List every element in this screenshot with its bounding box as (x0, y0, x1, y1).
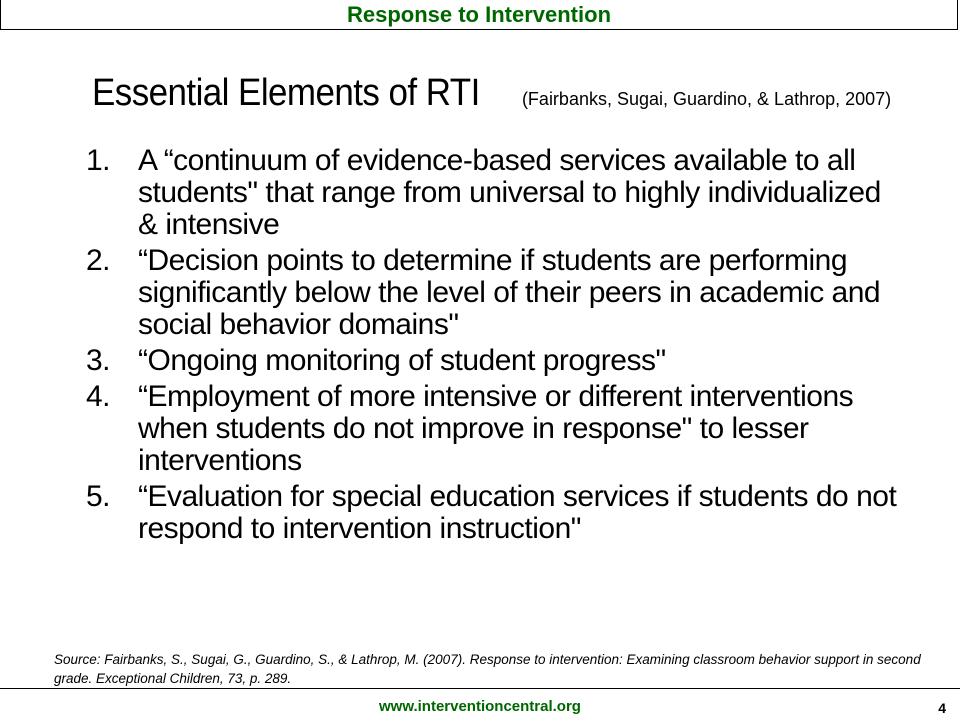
source-note: Source: Fairbanks, S., Sugai, G., Guardino, S., & Lathrop, M. (2007). Response to intervention: Examining classroom behavior support in second grade. Exceptional Children, 73, p. 289. (54, 652, 921, 686)
list-item-number: 3. (86, 344, 111, 377)
list-item-number: 1. (86, 144, 111, 177)
header-bar (0, 0, 958, 30)
list-item-text: A “continuum of evidence-based services available to all students" that range from universal to highly individualized & intensive (138, 144, 881, 241)
list-item (86, 381, 906, 477)
list-item-text: “Decision points to determine if students are performing significantly below the level of their peers in academic and social behavior domains" (138, 244, 881, 341)
list-item-number: 4. (86, 380, 111, 413)
list-item (86, 245, 906, 341)
footer-divider (0, 688, 960, 689)
list-item-text: “Evaluation for special education services if students do not respond to intervention instruction" (138, 480, 897, 545)
header-title: Response to Intervention (346, 2, 612, 27)
slide-title (92, 72, 952, 115)
list-item (86, 145, 906, 241)
list-item-text: “Employment of more intensive or different interventions when students do not improve in response" to lesser interventions (138, 380, 854, 477)
elements-list (86, 145, 906, 549)
title-main: Essential Elements of RTI (92, 72, 480, 114)
list-item-number: 2. (86, 244, 111, 277)
list-item-number: 5. (86, 480, 111, 513)
footer-url[interactable]: www.interventioncentral.org (379, 698, 581, 715)
list-item (86, 345, 906, 377)
slide-number: 4 (938, 700, 946, 716)
list-item-text: “Ongoing monitoring of student progress" (138, 344, 666, 377)
list-item (86, 481, 906, 545)
title-citation: (Fairbanks, Sugai, Guardino, & Lathrop, 2007) (521, 89, 892, 109)
